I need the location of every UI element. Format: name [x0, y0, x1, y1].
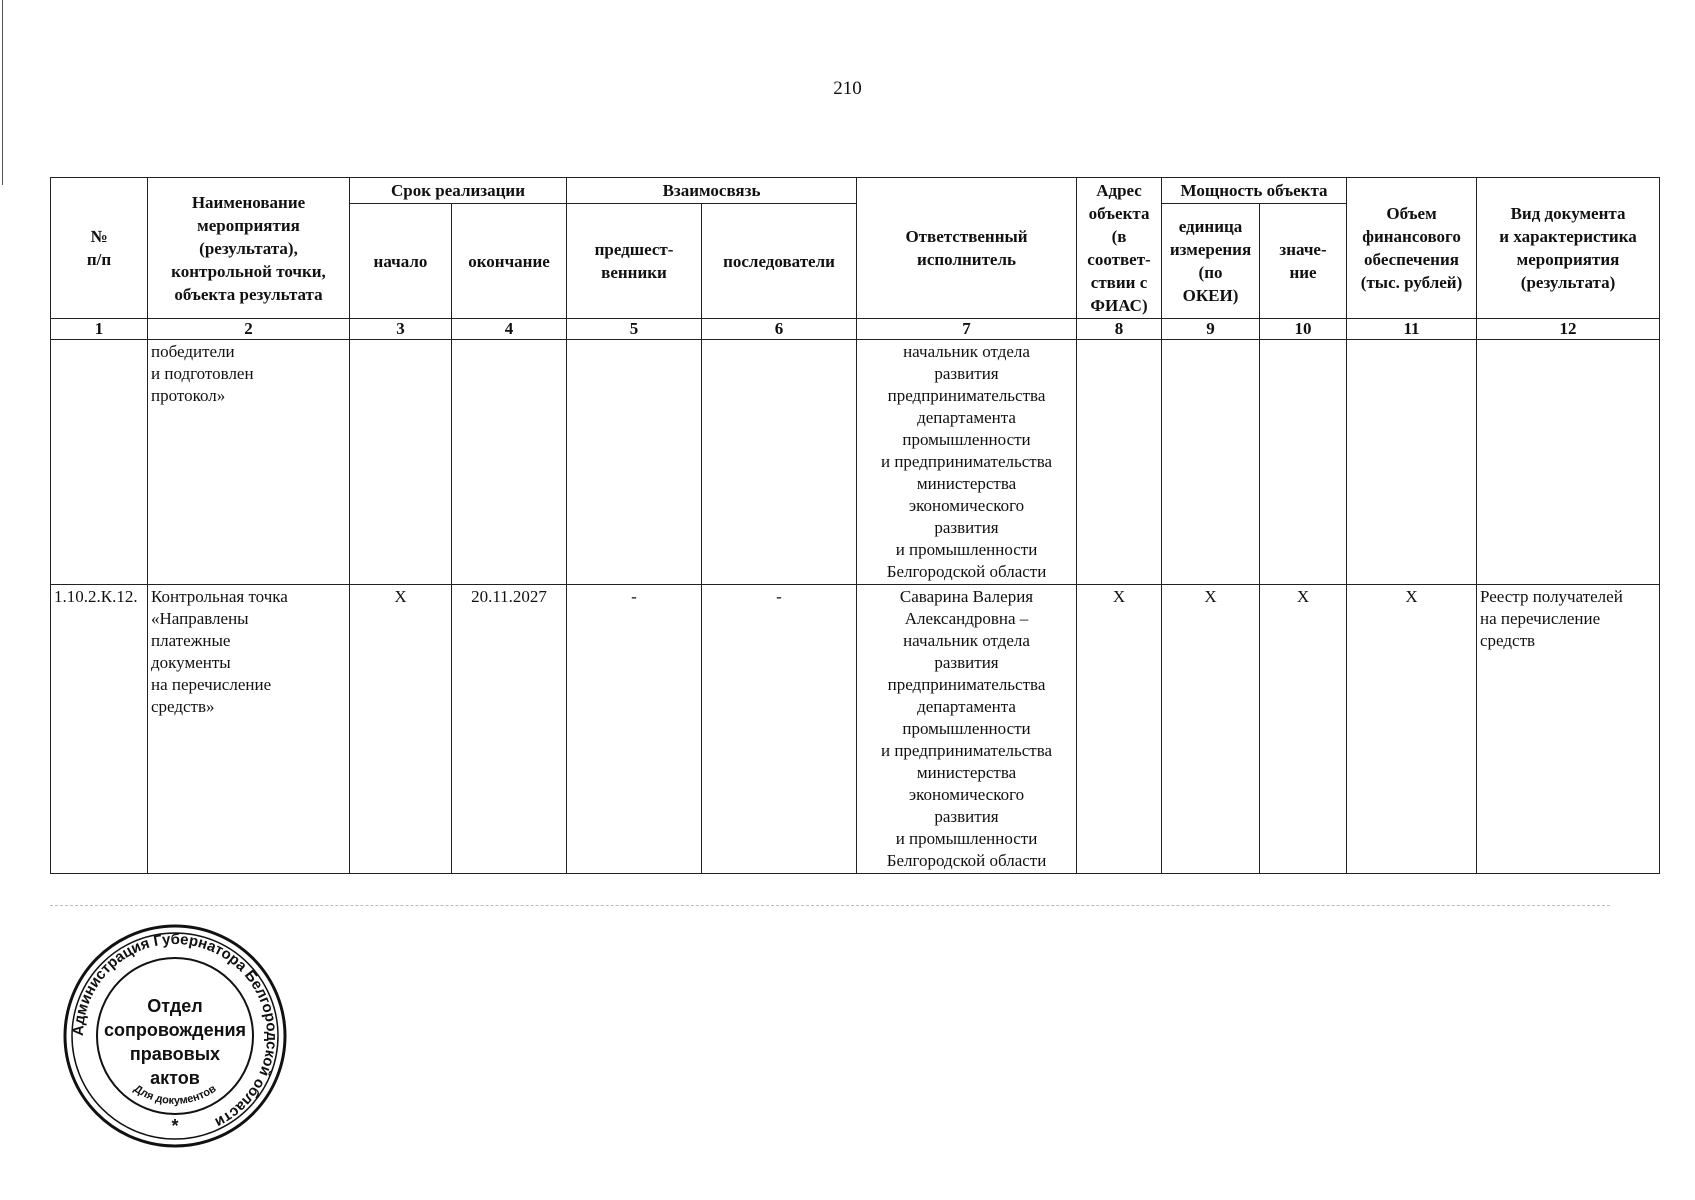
header-link-pred: предшест- венники	[567, 204, 702, 319]
row-address-cell	[1077, 340, 1162, 585]
row-address-cell: Х	[1077, 585, 1162, 874]
page-number: 210	[833, 78, 862, 99]
header-capacity-group: Мощность объекта	[1162, 178, 1347, 204]
table-body	[51, 340, 1660, 874]
column-number-6: 6	[702, 319, 857, 340]
header-finance: Объем финансового обеспечения (тыс. рублей)	[1347, 178, 1477, 319]
column-number-7: 7	[857, 319, 1077, 340]
column-number-3: 3	[350, 319, 452, 340]
implementation-plan-table	[50, 177, 1660, 874]
column-number-9: 9	[1162, 319, 1260, 340]
header-num: № п/п	[51, 178, 148, 319]
row-pred-cell: -	[567, 585, 702, 874]
row-succ-cell: -	[702, 585, 857, 874]
column-number-4: 4	[452, 319, 567, 340]
header-term-group: Срок реализации	[350, 178, 567, 204]
row-name-cell: победители и подготовлен протокол»	[148, 340, 350, 585]
scan-dashed-line	[50, 905, 1610, 906]
column-number-12: 12	[1477, 319, 1660, 340]
row-unit-cell	[1162, 340, 1260, 585]
header-doc: Вид документа и характеристика мероприятия (результата)	[1477, 178, 1660, 319]
header-capacity-value: значе- ние	[1260, 204, 1347, 319]
stamp-bottom-text: Для документов	[131, 1082, 219, 1107]
header-link-succ: последователи	[702, 204, 857, 319]
row-succ-cell	[702, 340, 857, 585]
row-pred-cell	[567, 340, 702, 585]
column-number-8: 8	[1077, 319, 1162, 340]
column-number-5: 5	[567, 319, 702, 340]
row-start-cell	[350, 340, 452, 585]
header-term-end: окончание	[452, 204, 567, 319]
row-num-cell	[51, 340, 148, 585]
header-link-group: Взаимосвязь	[567, 178, 857, 204]
row-finance-cell	[1347, 340, 1477, 585]
stamp-center-line-4: актов	[150, 1068, 200, 1088]
row-doc-cell	[1477, 340, 1660, 585]
row-value-cell: Х	[1260, 585, 1347, 874]
row-unit-cell: Х	[1162, 585, 1260, 874]
row-finance-cell: Х	[1347, 585, 1477, 874]
header-address: Адрес объекта (в соответ- ствии с ФИАС)	[1077, 178, 1162, 319]
official-stamp	[60, 920, 290, 1152]
table-row	[51, 585, 1660, 874]
column-number-11: 11	[1347, 319, 1477, 340]
header-capacity-unit: единица измерения (по ОКЕИ)	[1162, 204, 1260, 319]
table-row	[51, 340, 1660, 585]
row-value-cell	[1260, 340, 1347, 585]
stamp-center-line-1: Отдел	[147, 996, 203, 1016]
stamp-ring-text: Администрация Губернатора Белгородской области	[69, 930, 281, 1131]
header-name: Наименование мероприятия (результата), контрольной точки, объекта результата	[148, 178, 350, 319]
row-doc-cell: Реестр получателей на перечисление средств	[1477, 585, 1660, 874]
header-term-start: начало	[350, 204, 452, 319]
row-num-cell: 1.10.2.К.12.	[51, 585, 148, 874]
stamp-center-line-2: сопровождения	[103, 1020, 247, 1040]
header-responsible: Ответственный исполнитель	[857, 178, 1077, 319]
column-number-2: 2	[148, 319, 350, 340]
column-number-row	[51, 319, 1660, 340]
column-number-1: 1	[51, 319, 148, 340]
column-number-10: 10	[1260, 319, 1347, 340]
stamp-star-icon: *	[171, 1116, 179, 1136]
row-responsible-cell: начальник отдела развития предпринимательства департамента промышленности и предпринимательства министерства экономического развития и промышленности Белгородской области	[857, 340, 1077, 585]
row-name-cell: Контрольная точка «Направлены платежные документы на перечисление средств»	[148, 585, 350, 874]
stamp-center-line-3: правовых	[129, 1044, 221, 1064]
row-end-cell: 20.11.2027	[452, 585, 567, 874]
row-responsible-cell: Саварина Валерия Александровна – начальник отдела развития предпринимательства департамента промышленности и предпринимательства министерства экономического развития и промышленности Белгородской области	[857, 585, 1077, 874]
row-end-cell	[452, 340, 567, 585]
row-start-cell: Х	[350, 585, 452, 874]
